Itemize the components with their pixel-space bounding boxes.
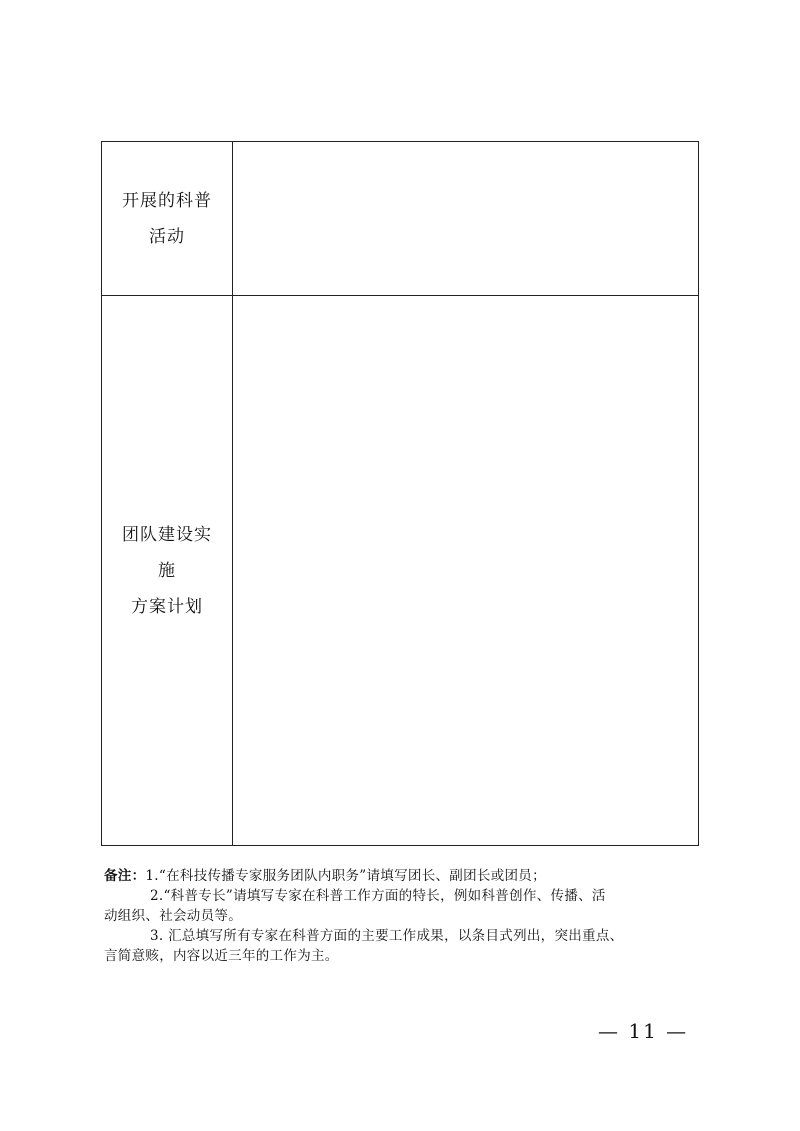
label-cell-activities bbox=[102, 142, 233, 295]
table-row-plan bbox=[102, 296, 698, 845]
label-cell-plan bbox=[102, 296, 233, 845]
note-item-2-line1: 2.“科普专长”请填写专家在科普工作方面的特长，例如科普创作、传播、活 bbox=[150, 888, 606, 904]
note-item-1-text: 1.“在科技传播专家服务团队内职务”请填写团长、副团长或团员； bbox=[145, 868, 546, 884]
note-item-3-line2: 言简意赅，内容以近三年的工作为主。 bbox=[104, 948, 339, 964]
note-item-3-line1: 3. 汇总填写所有专家在科普方面的主要工作成果，以条目式列出，突出重点、 bbox=[150, 928, 624, 944]
note-item-2-line2: 动组织、社会动员等。 bbox=[104, 908, 242, 924]
table-row-activities bbox=[102, 142, 698, 296]
label-activities bbox=[115, 183, 219, 255]
label-plan-line2: 方案计划 bbox=[131, 596, 203, 617]
plan-input-cell[interactable] bbox=[233, 296, 698, 845]
activities-input-cell[interactable] bbox=[233, 142, 698, 295]
label-plan-line1: 团队建设实施 bbox=[122, 524, 212, 581]
note-item-1 bbox=[104, 866, 700, 886]
notes-label: 备注： bbox=[104, 868, 146, 884]
label-activities-line1: 开展的科普 bbox=[122, 190, 212, 211]
label-plan bbox=[115, 517, 219, 625]
form-table bbox=[101, 141, 699, 846]
notes-section bbox=[104, 866, 700, 966]
label-activities-line2: 活动 bbox=[149, 226, 185, 247]
page-number: — 11 — bbox=[598, 1019, 689, 1043]
